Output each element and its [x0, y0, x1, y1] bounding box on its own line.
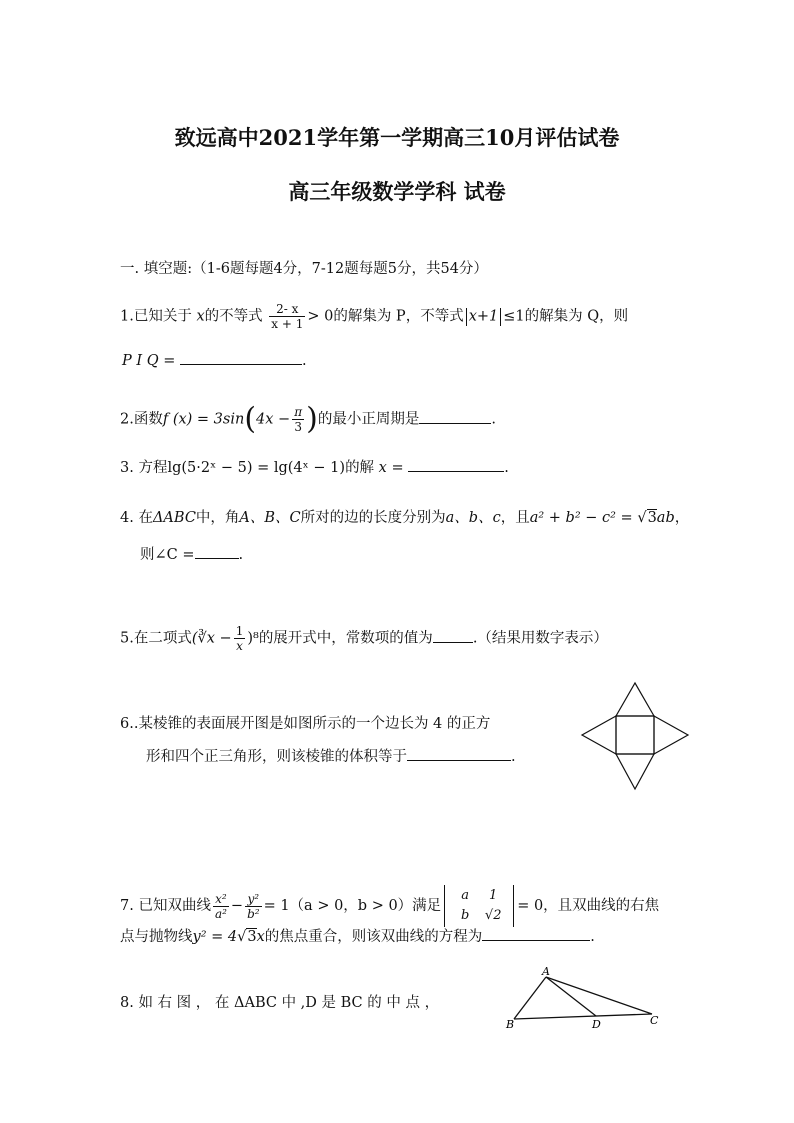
q3-expr: lg(5·2ˣ − 5) = lg(4ˣ − 1) — [167, 460, 346, 476]
q4-sides: a、b、c — [445, 510, 501, 526]
net-triangle-left — [582, 716, 616, 754]
q7-frac-y — [245, 892, 262, 921]
section-heading: 一. 填空题:（1-6题每题4分，7-12题每题5分，共54分） — [120, 261, 488, 277]
q3-number: 3. — [120, 460, 134, 476]
q1-answer-label: P I Q = — [122, 353, 176, 369]
q7-parabola-x: x — [256, 929, 265, 945]
q6-line2: 形和四个正三角形，则该棱锥的体积等于 — [146, 749, 407, 765]
q1-answer-blank[interactable] — [180, 350, 302, 365]
pyramid-net-figure — [578, 678, 718, 792]
q4-triangle: ΔABC — [152, 510, 196, 526]
q4-sqrt-arg: 3 — [647, 510, 657, 526]
q7-text-d: 点与抛物线 — [120, 929, 193, 945]
q4-end: . — [238, 547, 244, 563]
question-6 — [120, 714, 490, 734]
q6-end: . — [511, 749, 516, 765]
net-square — [616, 716, 654, 754]
paren-right: ) — [306, 401, 318, 437]
q5-fraction — [234, 624, 246, 653]
q4-text-b: 中，角 — [195, 510, 240, 526]
question-1 — [120, 302, 628, 331]
triangle-figure — [500, 964, 670, 1034]
q4-text-d: ，且 — [500, 510, 530, 526]
q1-text-a: 已知关于 — [133, 308, 192, 325]
paren-left: ( — [244, 401, 257, 437]
q2-func: f (x) = 3sin — [162, 411, 245, 428]
question-2 — [120, 401, 496, 437]
q4-equation: a² + b² − c² = — [529, 510, 638, 526]
question-4 — [120, 508, 689, 528]
q1-frac-num: 2- x — [269, 302, 305, 317]
q7-frac-x — [213, 892, 229, 921]
label-d: D — [592, 1018, 601, 1031]
q8-text: 如 右 图 ， 在 ΔABC 中 ,D 是 BC 的 中 点 ， — [138, 995, 440, 1011]
label-c: C — [650, 1014, 659, 1027]
sqrt-sign: √ — [237, 929, 247, 945]
label-b: B — [506, 1018, 515, 1031]
q6-line1: .某棱锥的表面展开图是如图所示的一个边长为 4 的正方 — [133, 716, 491, 732]
abs-bar-left — [466, 308, 467, 326]
q7-parabola: y² = 4 — [192, 929, 238, 945]
q5-text-a: 在二项式 — [133, 630, 192, 647]
q6-number: 6. — [120, 716, 134, 732]
q7-frac-x-den: a² — [214, 906, 227, 921]
label-a: A — [542, 965, 550, 978]
q5-answer-blank[interactable] — [433, 628, 473, 643]
question-3 — [120, 457, 509, 478]
q7-minus: − — [230, 898, 244, 914]
q4-number: 4. — [120, 510, 134, 526]
q7-text-b: = 1（a > 0，b > 0）满足 — [263, 898, 442, 914]
q1-frac-den: x + 1 — [271, 317, 304, 331]
q3-answer-blank[interactable] — [408, 457, 504, 472]
q3-var: x = — [378, 460, 404, 476]
side-bc — [514, 1014, 652, 1019]
median-ad — [546, 977, 596, 1016]
q5-expr-b: )⁸ — [247, 630, 259, 647]
net-triangle-top — [616, 683, 654, 716]
q4-text-a: 在 — [138, 510, 153, 526]
question-5 — [120, 624, 608, 653]
abs-bar-right — [500, 308, 501, 326]
det-a11: a — [461, 888, 470, 903]
q7-answer-blank[interactable] — [482, 926, 590, 941]
q7-determinant — [444, 885, 514, 927]
q3-end: . — [504, 460, 509, 476]
q7-frac-y-num: y² — [245, 892, 262, 907]
det-a12: 1 — [489, 888, 498, 903]
question-1-line2 — [122, 350, 307, 371]
q1-text-d: ≤1的解集为 Q，则 — [503, 308, 629, 325]
q4-answer-label: 则∠C = — [140, 547, 195, 563]
det-a22: √2 — [484, 908, 502, 923]
q6-answer-blank[interactable] — [407, 746, 511, 761]
exam-subtitle: 高三年级数学学科 试卷 — [288, 179, 506, 204]
q1-text-b: 的不等式 — [204, 308, 263, 325]
q3-text-b: 的解 — [345, 460, 375, 476]
q2-frac-num: π — [294, 405, 303, 419]
q7-frac-y-den: b² — [247, 906, 260, 921]
q1-text-c: > 0的解集为 P，不等式 — [307, 308, 464, 325]
q8-number: 8. — [120, 995, 134, 1011]
question-7-line2 — [120, 926, 595, 947]
net-triangle-right — [654, 716, 688, 754]
side-ab — [514, 977, 546, 1019]
q2-fraction — [292, 405, 304, 434]
q1-end: . — [301, 353, 307, 369]
q5-frac-num: 1 — [235, 624, 244, 638]
q1-abs-expr: x+1 — [468, 308, 499, 325]
question-6-line2 — [146, 746, 516, 767]
q7-sqrt-arg: 3 — [247, 929, 257, 945]
q5-text-c: .（结果用数字表示） — [472, 630, 608, 647]
q7-text-c: = 0，且双曲线的右焦 — [517, 898, 660, 914]
q5-expr-a: (∛x − — [191, 630, 232, 647]
question-7 — [120, 885, 659, 927]
q5-frac-den: x — [236, 639, 243, 653]
q5-number: 5. — [120, 630, 134, 647]
q2-text-b: 的最小正周期是 — [317, 411, 420, 428]
exam-title: 致远高中2021学年第一学期高三10月评估试卷 — [174, 125, 620, 150]
q7-end: . — [590, 929, 595, 945]
q2-frac-den: 3 — [294, 420, 302, 434]
q7-number: 7. — [120, 898, 134, 914]
question-8 — [120, 993, 439, 1013]
q4-text-c: 所对的边的长度分别为 — [300, 510, 446, 526]
net-triangle-bottom — [616, 754, 654, 789]
question-4-line2 — [140, 544, 243, 565]
q2-number: 2. — [120, 411, 134, 428]
q2-end: . — [491, 411, 496, 428]
q2-answer-blank[interactable] — [419, 409, 491, 424]
side-ac — [546, 977, 652, 1014]
q1-fraction — [269, 302, 305, 331]
det-a21: b — [461, 908, 470, 923]
q3-text-a: 方程 — [138, 460, 168, 476]
q7-frac-x-num: x² — [213, 892, 229, 907]
q5-text-b: 的展开式中，常数项的值为 — [258, 630, 433, 647]
q1-number: 1. — [120, 308, 134, 325]
q4-angles: A、B、C — [239, 510, 301, 526]
q4-answer-blank[interactable] — [195, 544, 239, 559]
q2-text-a: 函数 — [133, 411, 163, 428]
q4-comma: ， — [674, 510, 690, 526]
sqrt-sign: √ — [637, 510, 647, 526]
q1-var-x: x — [196, 308, 205, 325]
q2-inner: 4x − — [256, 411, 291, 428]
q4-ab: ab — [656, 510, 675, 526]
q7-text-a: 已知双曲线 — [138, 898, 211, 914]
q7-text-e: 的焦点重合，则该双曲线的方程为 — [264, 929, 483, 945]
